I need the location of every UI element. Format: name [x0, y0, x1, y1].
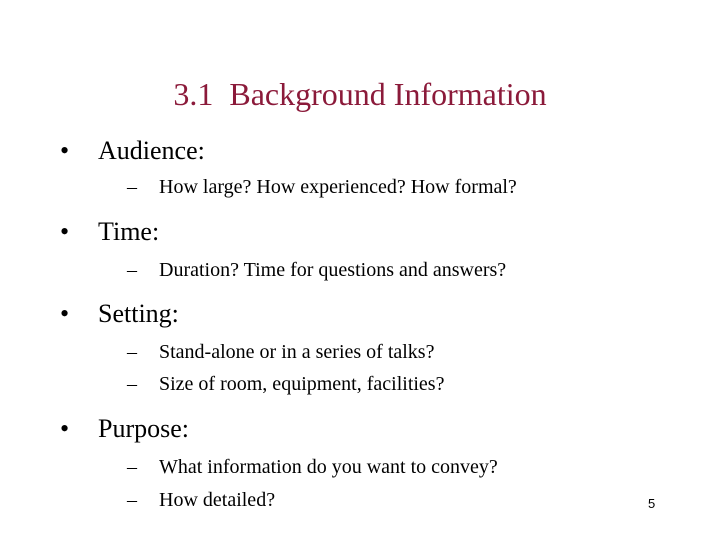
sub-text: Stand-alone or in a series of talks? [159, 341, 435, 363]
bullet-label: Purpose: [98, 414, 189, 443]
bullet-time [60, 217, 159, 247]
sub-text: How detailed? [159, 489, 276, 511]
bullet-purpose [60, 414, 189, 444]
bullet-marker: • [60, 414, 70, 443]
bullet-marker: • [60, 299, 70, 328]
bullet-label: Setting: [98, 299, 179, 328]
sub-item [127, 258, 506, 282]
sub-item [127, 340, 434, 364]
sub-item [127, 372, 444, 396]
bullet-setting [60, 299, 179, 329]
bullet-audience [60, 136, 205, 166]
page-number: 5 [648, 496, 656, 511]
sub-marker: – [127, 373, 137, 395]
bullet-label: Time: [98, 217, 160, 246]
bullet-label: Audience: [98, 136, 205, 165]
sub-marker: – [127, 456, 137, 478]
sub-text: What information do you want to convey? [159, 456, 498, 478]
bullet-marker: • [60, 136, 70, 165]
sub-marker: – [127, 341, 137, 363]
slide-title: 3.1 Background Information [173, 76, 547, 112]
sub-item [127, 488, 275, 512]
sub-text: Duration? Time for questions and answers? [159, 259, 507, 281]
sub-marker: – [127, 176, 137, 198]
sub-item [127, 455, 498, 479]
sub-text: Size of room, equipment, facilities? [159, 373, 445, 395]
sub-text: How large? How experienced? How formal? [159, 176, 517, 198]
sub-item [127, 175, 517, 199]
bullet-marker: • [60, 217, 70, 246]
sub-marker: – [127, 489, 137, 511]
sub-marker: – [127, 259, 137, 281]
